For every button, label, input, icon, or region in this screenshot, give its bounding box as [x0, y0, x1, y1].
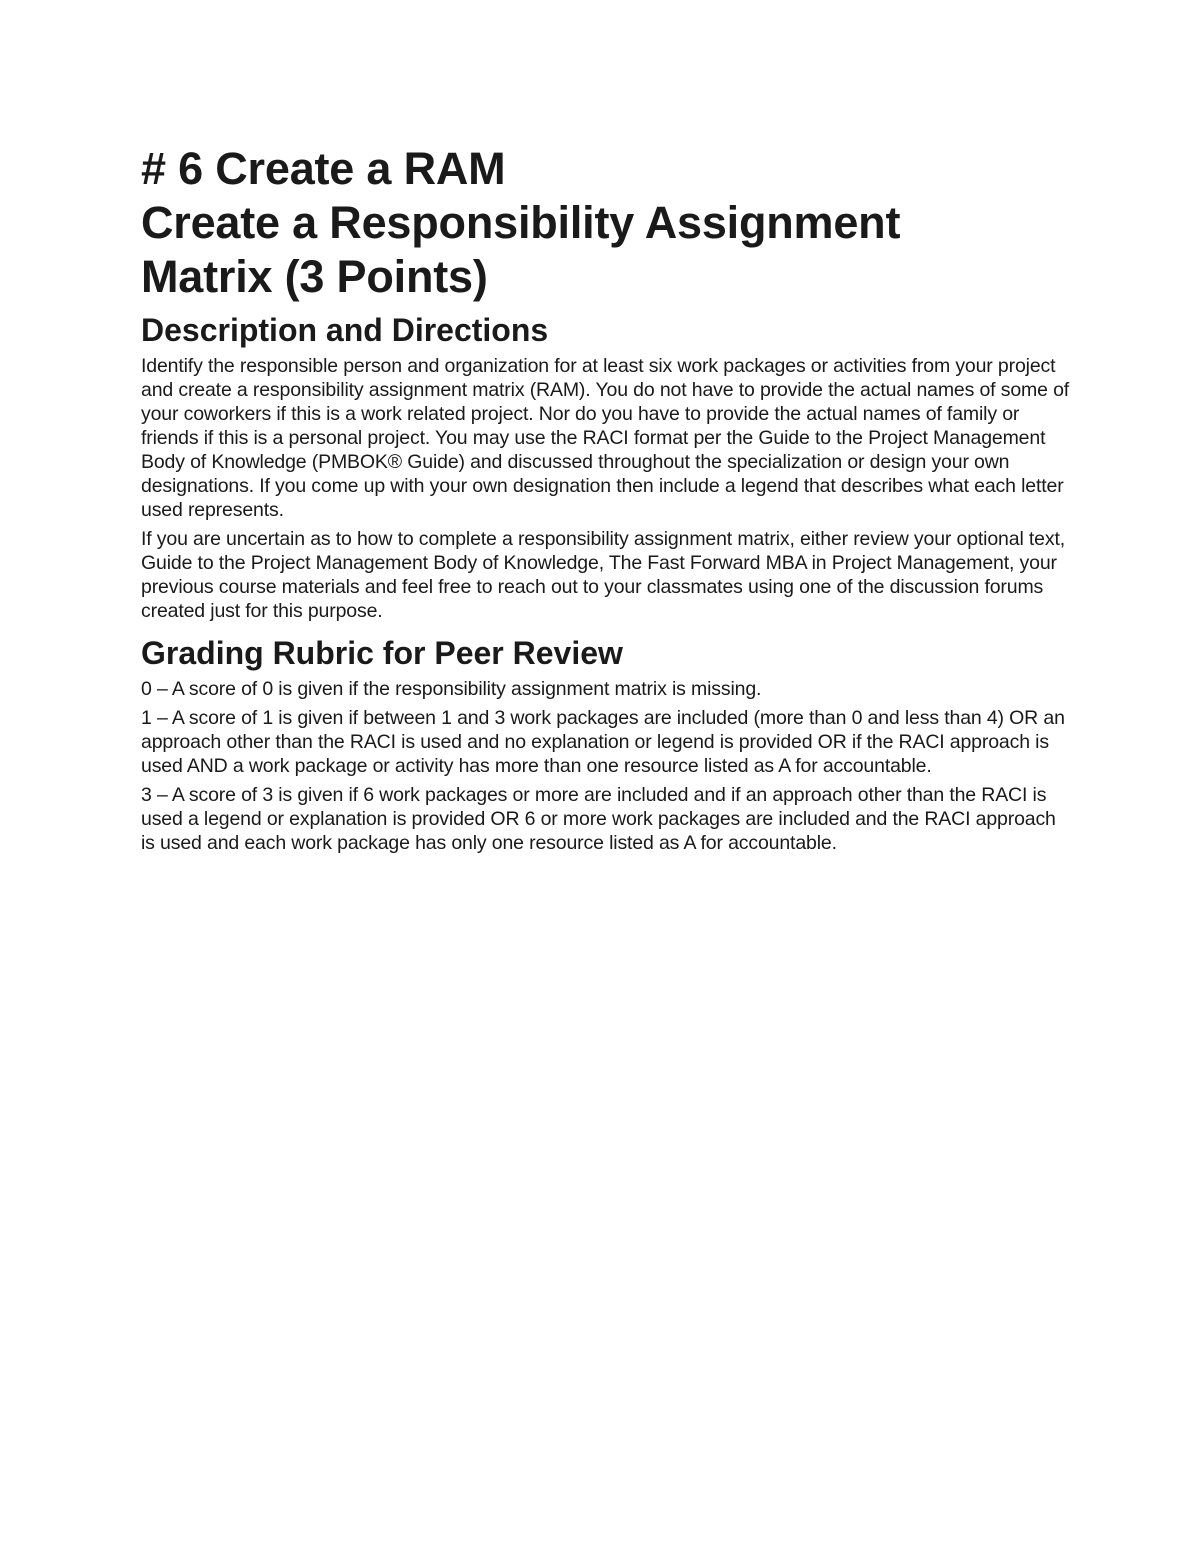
document-title: [141, 142, 1071, 304]
rubric-item-score-0: 0 – A score of 0 is given if the responsibility assignment matrix is missing.: [141, 678, 762, 700]
title-line-3: Matrix (3 Points): [141, 251, 488, 302]
title-line-1: # 6 Create a RAM: [141, 143, 506, 194]
description-heading: Description and Directions: [141, 312, 549, 348]
document-page: [141, 142, 1071, 860]
rubric-item-score-3: 3 – A score of 3 is given if 6 work packages or more are included and if an approach other than the RACI is used a legend or explanation is provided OR 6 or more work packages are included and the RACI approach is used and each work package has only one resource listed as A for accountable.: [141, 784, 1056, 854]
title-line-2: Create a Responsibility Assignment: [141, 197, 901, 248]
description-paragraph-2: If you are uncertain as to how to complete a responsibility assignment matrix, either review your optional text, Guide to the Project Management Body of Knowledge, The Fast Forward MBA in Project Management, your previous course materials and feel free to reach out to your classmates using one of the discussion forums created just for this purpose.: [141, 528, 1065, 622]
rubric-item-score-1: 1 – A score of 1 is given if between 1 and 3 work packages are included (more than 0 and less than 4) OR an approach other than the RACI is used and no explanation or legend is provided OR if the RACI approach is used AND a work package or activity has more than one resource listed as A for accountable.: [141, 707, 1065, 777]
rubric-heading: Grading Rubric for Peer Review: [141, 635, 623, 671]
description-paragraph-1: Identify the responsible person and organization for at least six work packages or activities from your project and create a responsibility assignment matrix (RAM). You do not have to provide the actual names of some of your coworkers if this is a work related project. Nor do you have to provide the actual names of family or friends if this is a personal project. You may use the RACI format per the Guide to the Project Management Body of Knowledge (PMBOK® Guide) and discussed throughout the specialization or design your own designations. If you come up with your own designation then include a legend that describes what each letter used represents.: [141, 355, 1070, 521]
